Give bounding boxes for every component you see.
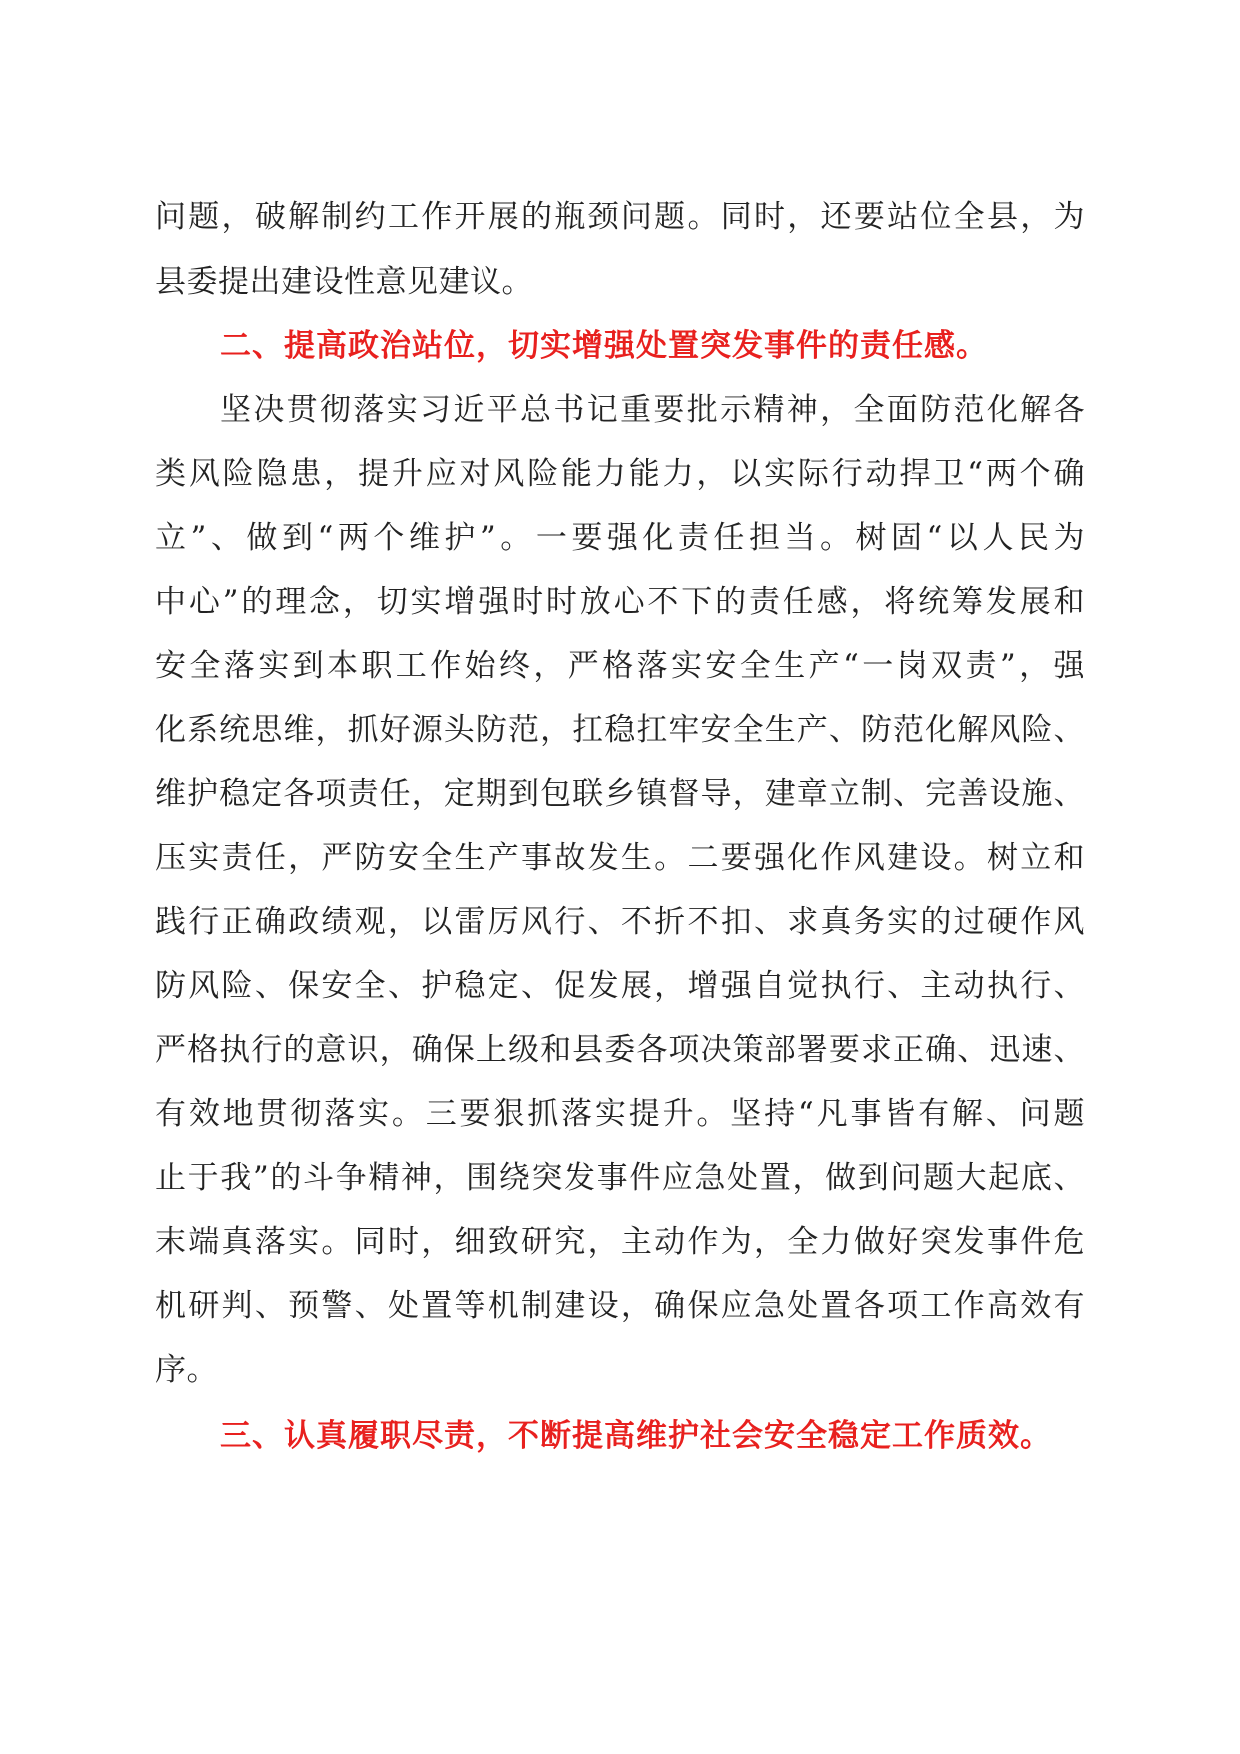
paragraph-line: 维护稳定各项责任，定期到包联乡镇督导，建章立制、完善设施、 [155,776,1085,812]
paragraph-line: 践行正确政绩观，以雷厉风行、不折不扣、求真务实的过硬作风 [155,904,1085,940]
section-heading: 二、提高政治站位，切实增强处置突发事件的责任感。 [220,328,988,364]
paragraph-line: 类风险隐患，提升应对风险能力能力，以实际行动捍卫“两个确 [155,456,1085,492]
paragraph-line: 立”、做到“两个维护”。一要强化责任担当。树固“以人民为 [155,520,1085,556]
paragraph-line: 严格执行的意识，确保上级和县委各项决策部署要求正确、迅速、 [155,1032,1085,1068]
paragraph-line: 化系统思维，抓好源头防范，扛稳扛牢安全生产、防范化解风险、 [155,712,1085,748]
paragraph-line: 中心”的理念，切实增强时时放心不下的责任感，将统筹发展和 [155,584,1085,620]
paragraph-line: 县委提出建设性意见建议。 [155,264,533,300]
section-heading: 三、认真履职尽责，不断提高维护社会安全稳定工作质效。 [220,1418,1052,1454]
paragraph-line: 机研判、预警、处置等机制建设，确保应急处置各项工作高效有 [155,1288,1085,1324]
paragraph-line: 防风险、保安全、护稳定、促发展，增强自觉执行、主动执行、 [155,968,1085,1004]
paragraph-line: 序。 [155,1352,218,1388]
paragraph-line: 压实责任，严防安全生产事故发生。二要强化作风建设。树立和 [155,840,1085,876]
paragraph-line: 止于我”的斗争精神，围绕突发事件应急处置，做到问题大起底、 [155,1160,1085,1196]
paragraph-line: 末端真落实。同时，细致研究，主动作为，全力做好突发事件危 [155,1224,1085,1260]
paragraph-line: 问题，破解制约工作开展的瓶颈问题。同时，还要站位全县，为 [155,199,1085,235]
paragraph-line: 有效地贯彻落实。三要狠抓落实提升。坚持“凡事皆有解、问题 [155,1096,1085,1132]
paragraph-line: 坚决贯彻落实习近平总书记重要批示精神，全面防范化解各 [220,392,1085,428]
paragraph-line: 安全落实到本职工作始终，严格落实安全生产“一岗双责”，强 [155,648,1085,684]
